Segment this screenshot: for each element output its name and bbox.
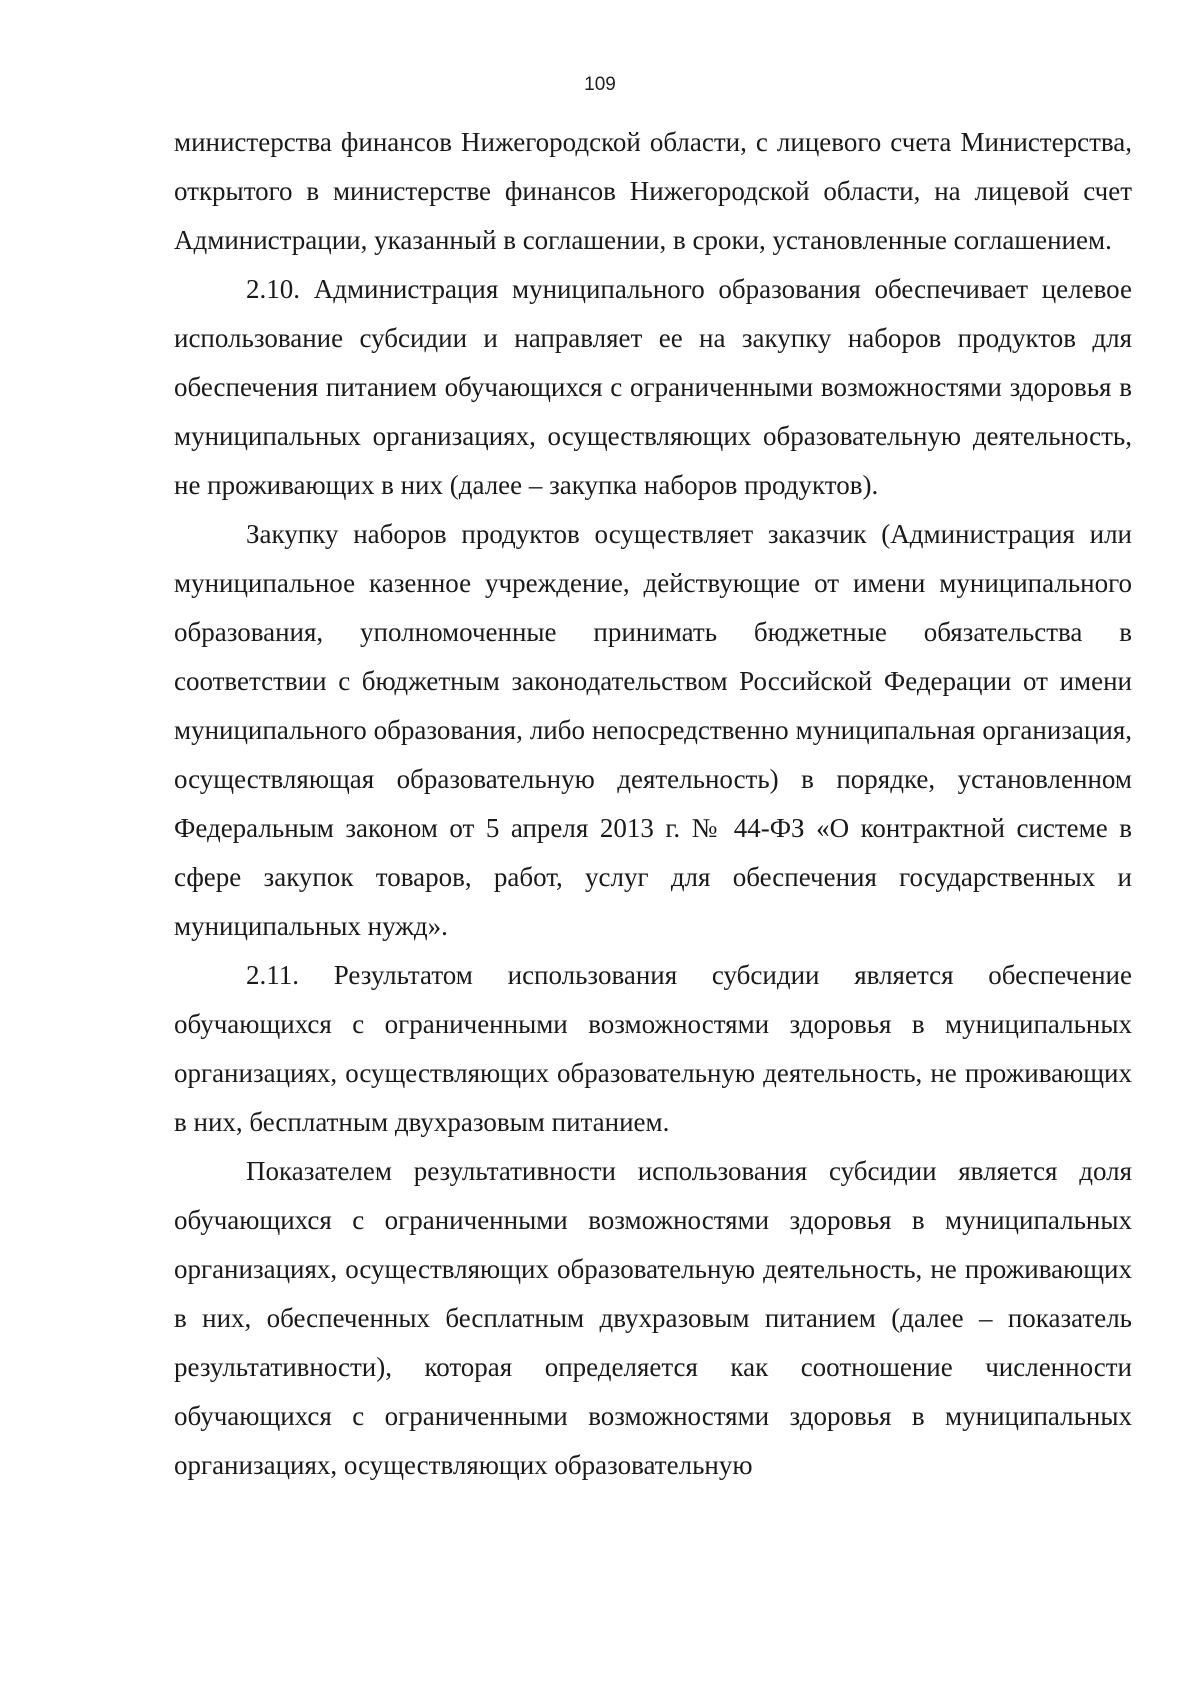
paragraph-2-10: 2.10. Администрация муниципального образования обеспечивает целевое использование субсидии и направляет ее на закупку наборов продуктов для обеспечения питанием обучающихся с ограниченными возможностями здоровья в муниципальных организациях, осуществляющих образовательную деятельность, не проживающих в них (далее – закупка наборов продуктов).: [174, 274, 1132, 500]
paragraph-continuation: министерства финансов Нижегородской области, с лицевого счета Министерства, открытого в министерстве финансов Нижегородской области, на лицевой счет Администрации, указанный в соглашении, в сроки, установленные соглашением.: [174, 127, 1132, 255]
paragraph-purchase: Закупку наборов продуктов осуществляет заказчик (Администрация или муниципальное казенное учреждение, действующие от имени муниципального образования, уполномоченные принимать бюджетные обязательства в соответствии с бюджетным законодательством Российской Федерации от имени муниципального образования, либо непосредственно муниципальная организация, осуществляющая образовательную деятельность) в порядке, установленном Федеральным законом от 5 апреля 2013 г. № 44-ФЗ «О контрактной системе в сфере закупок товаров, работ, услуг для обеспечения государственных и муниципальных нужд».: [174, 519, 1132, 941]
paragraph-indicator: Показателем результативности использования субсидии является доля обучающихся с ограниченными возможностями здоровья в муниципальных организациях, осуществляющих образовательную деятельность, не проживающих в них, обеспеченных бесплатным двухразовым питанием (далее – показатель результативности), которая определяется как соотношение численности обучающихся с ограниченными возможностями здоровья в муниципальных организациях, осуществляющих образовательную: [174, 1156, 1132, 1480]
page-number: 109: [584, 74, 616, 95]
paragraph-2-11: 2.11. Результатом использования субсидии является обеспечение обучающихся с ограниченными возможностями здоровья в муниципальных организациях, осуществляющих образовательную деятельность, не проживающих в них, бесплатным двухразовым питанием.: [174, 960, 1132, 1137]
document-body: [174, 118, 1132, 1490]
